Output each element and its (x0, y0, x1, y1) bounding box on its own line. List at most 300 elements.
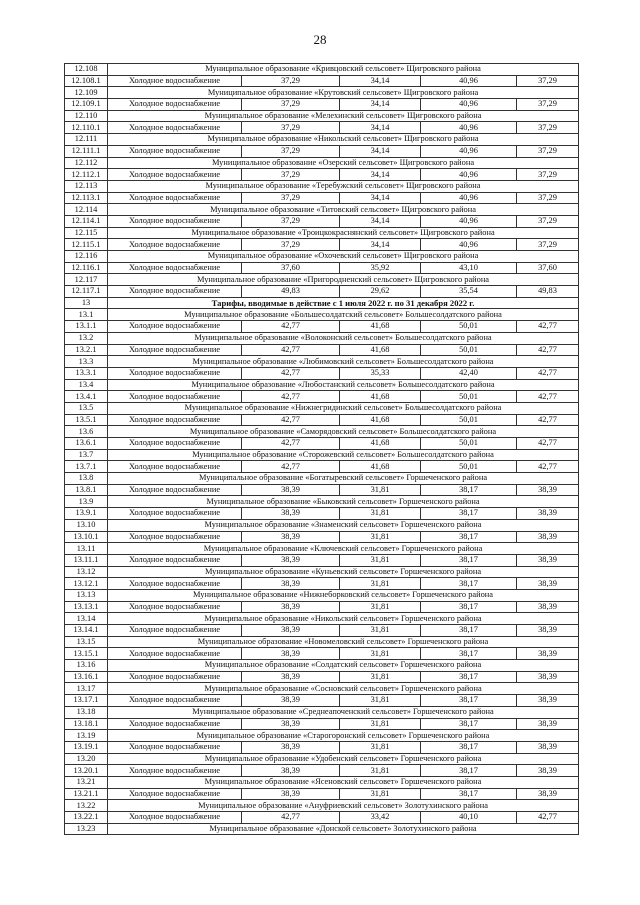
tariff-value: 38,39 (242, 788, 340, 800)
municipality-name: Муниципальное образование «Старогоронский сельсовет» Горшеченского района (108, 730, 579, 742)
municipality-name: Муниципальное образование «Озерский сельсовет» Щигровского района (108, 157, 579, 169)
tariff-value: 37,29 (517, 122, 579, 134)
municipality-row (65, 180, 579, 192)
tariff-value: 38,39 (517, 601, 579, 613)
tariff-value: 38,39 (242, 531, 340, 543)
row-code: 12.109.1 (65, 99, 108, 111)
table-row (65, 262, 579, 274)
tariff-value: 42,77 (517, 321, 579, 333)
service-label: Холодное водоснабжение (108, 367, 242, 379)
tariff-value: 37,29 (517, 75, 579, 87)
tariff-value: 34,14 (340, 169, 421, 181)
tariff-value: 34,14 (340, 75, 421, 87)
tariff-value: 37,29 (242, 122, 340, 134)
tariff-value: 43,10 (421, 262, 517, 274)
row-code: 12.113.1 (65, 192, 108, 204)
tariff-value: 42,77 (517, 414, 579, 426)
municipality-row (65, 157, 579, 169)
service-label: Холодное водоснабжение (108, 215, 242, 227)
row-code: 13.4.1 (65, 391, 108, 403)
service-label: Холодное водоснабжение (108, 601, 242, 613)
row-code: 12.114 (65, 204, 108, 216)
tariff-value: 50,01 (421, 321, 517, 333)
row-code: 12.114.1 (65, 215, 108, 227)
tariff-value: 38,17 (421, 718, 517, 730)
row-code: 13.2.1 (65, 344, 108, 356)
tariff-value: 41,68 (340, 438, 421, 450)
tariff-value: 50,01 (421, 461, 517, 473)
row-code: 13.13.1 (65, 601, 108, 613)
tariff-value: 38,39 (242, 625, 340, 637)
tariff-value: 49,83 (517, 286, 579, 298)
row-code: 13.22 (65, 800, 108, 812)
service-label: Холодное водоснабжение (108, 461, 242, 473)
tariff-value: 34,14 (340, 99, 421, 111)
municipality-name: Муниципальное образование «Новомеловский сельсовет» Горшеченского района (108, 636, 579, 648)
tariff-value: 38,17 (421, 788, 517, 800)
row-code: 13.7 (65, 449, 108, 461)
tariff-value: 37,29 (517, 99, 579, 111)
row-code: 13.9 (65, 496, 108, 508)
tariff-value: 40,96 (421, 215, 517, 227)
tariff-value: 41,68 (340, 321, 421, 333)
tariff-value: 35,54 (421, 286, 517, 298)
tariff-value: 37,29 (242, 239, 340, 251)
tariff-value: 31,81 (340, 484, 421, 496)
tariff-value: 31,81 (340, 671, 421, 683)
tariff-value: 38,39 (242, 554, 340, 566)
service-label: Холодное водоснабжение (108, 239, 242, 251)
municipality-name: Муниципальное образование «Удобенский сельсовет» Горшеченского района (108, 753, 579, 765)
row-code: 13.16.1 (65, 671, 108, 683)
municipality-row (65, 227, 579, 239)
tariff-value: 38,17 (421, 554, 517, 566)
row-code: 12.110.1 (65, 122, 108, 134)
municipality-name: Муниципальное образование «Донской сельсовет» Золотухинского района (108, 823, 579, 835)
municipality-name: Муниципальное образование «Нижнегридинский сельсовет» Большесолдатского района (108, 402, 579, 414)
tariff-value: 34,14 (340, 122, 421, 134)
tariff-value: 50,01 (421, 414, 517, 426)
tariff-value: 38,39 (242, 484, 340, 496)
table-row (65, 99, 579, 111)
row-code: 13.10 (65, 519, 108, 531)
table-row (65, 461, 579, 473)
municipality-name: Муниципальное образование «Мелехинский сельсовет» Щигровского района (108, 110, 579, 122)
row-code: 13 (65, 297, 108, 309)
tariff-value: 42,77 (242, 414, 340, 426)
municipality-row (65, 589, 579, 601)
tariff-value: 31,81 (340, 788, 421, 800)
row-code: 13.12 (65, 566, 108, 578)
tariff-value: 38,39 (517, 741, 579, 753)
row-code: 13.1 (65, 309, 108, 321)
tariff-value: 38,17 (421, 484, 517, 496)
tariff-value: 37,29 (517, 215, 579, 227)
municipality-row (65, 402, 579, 414)
table-row (65, 286, 579, 298)
tariff-value: 33,42 (340, 812, 421, 824)
service-label: Холодное водоснабжение (108, 625, 242, 637)
tariff-value: 38,17 (421, 648, 517, 660)
tariff-value: 31,81 (340, 648, 421, 660)
table-row (65, 192, 579, 204)
table-row (65, 578, 579, 590)
service-label: Холодное водоснабжение (108, 718, 242, 730)
tariff-value: 38,39 (242, 718, 340, 730)
table-row (65, 367, 579, 379)
table-row (65, 438, 579, 450)
municipality-row (65, 496, 579, 508)
row-code: 13.3 (65, 356, 108, 368)
table-row (65, 648, 579, 660)
tariff-value: 40,96 (421, 169, 517, 181)
tariff-value: 38,17 (421, 695, 517, 707)
municipality-name: Муниципальное образование «Пригородненский сельсовет» Щигровского района (108, 274, 579, 286)
tariff-value: 38,39 (242, 695, 340, 707)
table-row (65, 741, 579, 753)
row-code: 13.4 (65, 379, 108, 391)
tariff-value: 38,17 (421, 765, 517, 777)
municipality-name: Муниципальное образование «Теребужский сельсовет» Щигровского района (108, 180, 579, 192)
municipality-row (65, 543, 579, 555)
row-code: 13.15 (65, 636, 108, 648)
service-label: Холодное водоснабжение (108, 391, 242, 403)
municipality-name: Муниципальное образование «Солдатский сельсовет» Горшеченского района (108, 660, 579, 672)
row-code: 13.5.1 (65, 414, 108, 426)
table-row (65, 145, 579, 157)
tariff-value: 40,96 (421, 122, 517, 134)
municipality-row (65, 613, 579, 625)
municipality-row (65, 660, 579, 672)
municipality-row (65, 87, 579, 99)
row-code: 12.117 (65, 274, 108, 286)
row-code: 12.110 (65, 110, 108, 122)
tariff-value: 38,17 (421, 531, 517, 543)
tariff-value: 42,77 (242, 812, 340, 824)
page-number: 28 (313, 32, 327, 47)
row-code: 13.21 (65, 776, 108, 788)
row-code: 13.5 (65, 402, 108, 414)
municipality-name: Муниципальное образование «Никольский сельсовет» Горшеченского района (108, 613, 579, 625)
table-row (65, 718, 579, 730)
row-code: 13.19 (65, 730, 108, 742)
tariff-value: 38,39 (242, 741, 340, 753)
tariff-value: 38,39 (517, 648, 579, 660)
table-row (65, 695, 579, 707)
municipality-row (65, 332, 579, 344)
tariff-value: 31,81 (340, 554, 421, 566)
table-row (65, 508, 579, 520)
service-label: Холодное водоснабжение (108, 99, 242, 111)
tariff-value: 40,96 (421, 145, 517, 157)
section-heading-row (65, 297, 579, 309)
tariff-value: 37,29 (242, 99, 340, 111)
tariff-value: 40,10 (421, 812, 517, 824)
municipality-row (65, 566, 579, 578)
service-label: Холодное водоснабжение (108, 169, 242, 181)
tariff-value: 37,29 (242, 215, 340, 227)
row-code: 13.8 (65, 473, 108, 485)
tariff-value: 31,81 (340, 508, 421, 520)
municipality-name: Муниципальное образование «Троицкокраснянский сельсовет» Щигровского района (108, 227, 579, 239)
row-code: 13.7.1 (65, 461, 108, 473)
municipality-row (65, 64, 579, 76)
row-code: 12.115 (65, 227, 108, 239)
tariff-value: 38,17 (421, 508, 517, 520)
service-label: Холодное водоснабжение (108, 765, 242, 777)
municipality-name: Муниципальное образование «Любостанский сельсовет» Большесолдатского района (108, 379, 579, 391)
row-code: 12.112 (65, 157, 108, 169)
municipality-name: Муниципальное образование «Большесолдатский сельсовет» Большесолдатского района (108, 309, 579, 321)
tariff-value: 42,77 (242, 438, 340, 450)
municipality-name: Муниципальное образование «Быковский сельсовет» Горшеченского района (108, 496, 579, 508)
municipality-name: Муниципальное образование «Ясеновский сельсовет» Горшеченского района (108, 776, 579, 788)
service-label: Холодное водоснабжение (108, 554, 242, 566)
tariff-value: 34,14 (340, 215, 421, 227)
tariff-value: 42,40 (421, 367, 517, 379)
row-code: 13.11.1 (65, 554, 108, 566)
service-label: Холодное водоснабжение (108, 741, 242, 753)
municipality-row (65, 683, 579, 695)
row-code: 13.15.1 (65, 648, 108, 660)
tariff-value: 38,39 (517, 695, 579, 707)
row-code: 12.112.1 (65, 169, 108, 181)
tariff-value: 37,29 (242, 169, 340, 181)
tariff-value: 38,39 (517, 531, 579, 543)
row-code: 13.16 (65, 660, 108, 672)
service-label: Холодное водоснабжение (108, 531, 242, 543)
row-code: 13.1.1 (65, 321, 108, 333)
service-label: Холодное водоснабжение (108, 344, 242, 356)
table-row (65, 765, 579, 777)
row-code: 13.23 (65, 823, 108, 835)
service-label: Холодное водоснабжение (108, 145, 242, 157)
table-row (65, 215, 579, 227)
tariff-value: 38,39 (242, 648, 340, 660)
tariff-value: 40,96 (421, 75, 517, 87)
municipality-name: Муниципальное образование «Нижнеборковский сельсовет» Горшеченского района (108, 589, 579, 601)
tariff-value: 38,39 (242, 601, 340, 613)
municipality-name: Муниципальное образование «Сторожевский сельсовет» Большесолдатского района (108, 449, 579, 461)
tariff-value: 42,77 (517, 391, 579, 403)
row-code: 13.20.1 (65, 765, 108, 777)
tariff-value: 37,60 (242, 262, 340, 274)
tariff-value: 31,81 (340, 718, 421, 730)
row-code: 13.21.1 (65, 788, 108, 800)
tariff-value: 31,81 (340, 531, 421, 543)
row-code: 13.9.1 (65, 508, 108, 520)
municipality-row (65, 753, 579, 765)
municipality-name: Муниципальное образование «Знаменский сельсовет» Горшеченского района (108, 519, 579, 531)
row-code: 13.10.1 (65, 531, 108, 543)
municipality-row (65, 274, 579, 286)
tariff-value: 38,39 (242, 671, 340, 683)
table-row (65, 625, 579, 637)
tariff-value: 38,39 (517, 484, 579, 496)
row-code: 13.3.1 (65, 367, 108, 379)
table-row (65, 75, 579, 87)
municipality-row (65, 449, 579, 461)
tariff-value: 41,68 (340, 344, 421, 356)
municipality-name: Муниципальное образование «Куньевский сельсовет» Горшеченского района (108, 566, 579, 578)
service-label: Холодное водоснабжение (108, 648, 242, 660)
service-label: Холодное водоснабжение (108, 508, 242, 520)
municipality-row (65, 519, 579, 531)
municipality-row (65, 110, 579, 122)
municipality-name: Муниципальное образование «Титовский сельсовет» Щигровского района (108, 204, 579, 216)
table-row (65, 601, 579, 613)
tariff-value: 37,29 (517, 192, 579, 204)
tariff-value: 49,83 (242, 286, 340, 298)
municipality-row (65, 473, 579, 485)
section-heading: Тарифы, вводимые в действие с 1 июля 2022 г. по 31 декабря 2022 г. (108, 297, 579, 309)
row-code: 13.17 (65, 683, 108, 695)
municipality-row (65, 823, 579, 835)
service-label: Холодное водоснабжение (108, 262, 242, 274)
table-row (65, 414, 579, 426)
tariff-value: 35,92 (340, 262, 421, 274)
municipality-row (65, 800, 579, 812)
tariff-value: 38,39 (242, 578, 340, 590)
tariff-value: 42,77 (242, 367, 340, 379)
municipality-name: Муниципальное образование «Кривцовский сельсовет» Щигровского района (108, 64, 579, 76)
table-row (65, 812, 579, 824)
tariff-value: 38,39 (517, 765, 579, 777)
municipality-name: Муниципальное образование «Богатыревский сельсовет» Горшеченского района (108, 473, 579, 485)
service-label: Холодное водоснабжение (108, 414, 242, 426)
tariff-value: 38,39 (517, 508, 579, 520)
municipality-row (65, 706, 579, 718)
municipality-name: Муниципальное образование «Волоконский сельсовет» Большесолдатского района (108, 332, 579, 344)
tariff-value: 38,17 (421, 601, 517, 613)
tariff-value: 50,01 (421, 344, 517, 356)
tariff-value: 35,33 (340, 367, 421, 379)
tariff-value: 34,14 (340, 145, 421, 157)
table-row (65, 531, 579, 543)
table-row (65, 321, 579, 333)
municipality-name: Муниципальное образование «Никольский сельсовет» Щигровского района (108, 134, 579, 146)
row-code: 13.12.1 (65, 578, 108, 590)
tariff-value: 34,14 (340, 239, 421, 251)
municipality-row (65, 134, 579, 146)
municipality-name: Муниципальное образование «Охочевский сельсовет» Щигровского района (108, 251, 579, 263)
row-code: 12.115.1 (65, 239, 108, 251)
tariff-value: 42,77 (517, 438, 579, 450)
municipality-name: Муниципальное образование «Крутовский сельсовет» Щигровского района (108, 87, 579, 99)
row-code: 13.14 (65, 613, 108, 625)
tariff-value: 38,39 (517, 788, 579, 800)
tariff-value: 37,29 (517, 169, 579, 181)
row-code: 12.111 (65, 134, 108, 146)
tariff-value: 38,17 (421, 625, 517, 637)
service-label: Холодное водоснабжение (108, 286, 242, 298)
municipality-row (65, 776, 579, 788)
tariff-value: 42,77 (242, 344, 340, 356)
row-code: 13.8.1 (65, 484, 108, 496)
tariff-value: 38,39 (517, 671, 579, 683)
row-code: 12.108.1 (65, 75, 108, 87)
tariff-value: 42,77 (517, 367, 579, 379)
row-code: 13.22.1 (65, 812, 108, 824)
tariff-value: 38,39 (517, 578, 579, 590)
tariff-value: 31,81 (340, 625, 421, 637)
row-code: 12.117.1 (65, 286, 108, 298)
service-label: Холодное водоснабжение (108, 695, 242, 707)
row-code: 12.116.1 (65, 262, 108, 274)
tariff-value: 42,77 (517, 812, 579, 824)
row-code: 12.109 (65, 87, 108, 99)
row-code: 13.18 (65, 706, 108, 718)
service-label: Холодное водоснабжение (108, 788, 242, 800)
municipality-row (65, 730, 579, 742)
tariff-value: 37,60 (517, 262, 579, 274)
tariff-value: 42,77 (242, 321, 340, 333)
table-row (65, 554, 579, 566)
service-label: Холодное водоснабжение (108, 321, 242, 333)
tariff-value: 31,81 (340, 601, 421, 613)
table-row (65, 169, 579, 181)
tariff-value: 38,39 (242, 508, 340, 520)
tariff-value: 41,68 (340, 461, 421, 473)
municipality-row (65, 426, 579, 438)
service-label: Холодное водоснабжение (108, 812, 242, 824)
tariff-value: 38,39 (517, 625, 579, 637)
tariff-value: 42,77 (242, 391, 340, 403)
service-label: Холодное водоснабжение (108, 484, 242, 496)
tariff-value: 40,96 (421, 99, 517, 111)
service-label: Холодное водоснабжение (108, 192, 242, 204)
municipality-name: Муниципальное образование «Сосновский сельсовет» Горшеченского района (108, 683, 579, 695)
tariff-value: 37,29 (242, 145, 340, 157)
municipality-row (65, 251, 579, 263)
tariff-value: 38,39 (517, 718, 579, 730)
tariff-value: 38,39 (517, 554, 579, 566)
row-code: 12.108 (65, 64, 108, 76)
row-code: 13.20 (65, 753, 108, 765)
tariff-value: 40,96 (421, 239, 517, 251)
row-code: 13.18.1 (65, 718, 108, 730)
service-label: Холодное водоснабжение (108, 438, 242, 450)
tariff-value: 31,81 (340, 765, 421, 777)
municipality-row (65, 356, 579, 368)
municipality-name: Муниципальное образование «Среднеапоченский сельсовет» Горшеченского района (108, 706, 579, 718)
tariff-value: 31,81 (340, 695, 421, 707)
tariff-value: 34,14 (340, 192, 421, 204)
row-code: 13.17.1 (65, 695, 108, 707)
service-label: Холодное водоснабжение (108, 122, 242, 134)
row-code: 13.11 (65, 543, 108, 555)
municipality-row (65, 379, 579, 391)
row-code: 13.6.1 (65, 438, 108, 450)
tariff-value: 42,77 (242, 461, 340, 473)
tariff-value: 37,29 (242, 75, 340, 87)
tariff-value: 41,68 (340, 391, 421, 403)
row-code: 12.116 (65, 251, 108, 263)
municipality-name: Муниципальное образование «Ануфриевский сельсовет» Золотухинского района (108, 800, 579, 812)
municipality-row (65, 309, 579, 321)
row-code: 12.111.1 (65, 145, 108, 157)
tariff-value: 38,39 (242, 765, 340, 777)
tariff-value: 38,17 (421, 741, 517, 753)
tariff-value: 29,62 (340, 286, 421, 298)
row-code: 13.13 (65, 589, 108, 601)
service-label: Холодное водоснабжение (108, 75, 242, 87)
row-code: 13.14.1 (65, 625, 108, 637)
municipality-row (65, 204, 579, 216)
table-row (65, 671, 579, 683)
table-row (65, 484, 579, 496)
tariff-value: 41,68 (340, 414, 421, 426)
